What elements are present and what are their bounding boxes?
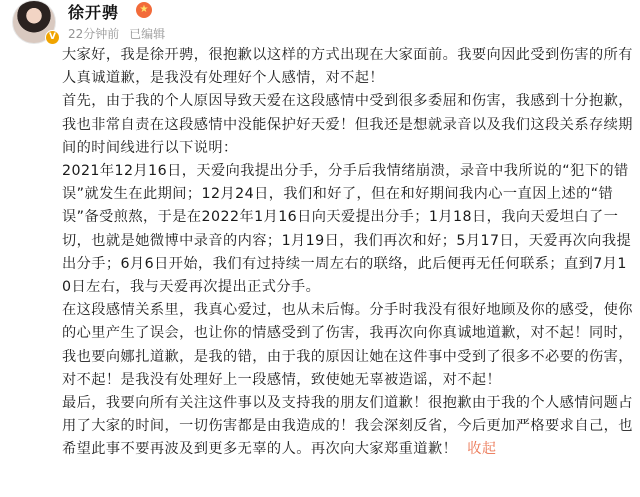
post-paragraph: 大家好，我是徐开骋，很抱歉以这样的方式出现在大家面前。我要向因此受到伤害的所有人真诚道歉，是我没有处理好个人感情，对不起！ xyxy=(62,47,633,87)
post-paragraph-text: 最后，我要向所有关注这件事以及支持我的朋友们道歉！很抱歉由于我的个人感情问题占用了大家的时间，一切伤害都是由我造成的！我会深刻反省，今后更加严格要求自己，也希望此事不要再波及到更多无辜的人。再次向大家郑重道歉！ xyxy=(62,395,633,458)
verified-badge-icon: V xyxy=(45,30,60,45)
edited-label[interactable]: 已编辑 xyxy=(129,27,166,41)
post-time[interactable]: 22分钟前 xyxy=(68,27,120,41)
post-header xyxy=(10,0,630,44)
post-paragraph: 在这段感情关系里，我真心爱过，也从未后悔。分手时我没有很好地顾及你的感受，使你的心里产生了误会，也让你的情感受到了伤害，我再次向你真诚地道歉，对不起！同时，我也要向娜扎道歉，是我的错，由于我的原因让她在这件事中受到了很多不必要的伤害，对不起！是我没有处理好上一段感情，致使她无辜被造谣，对不起！ xyxy=(62,302,633,388)
vip-badge-icon: ★ xyxy=(136,2,152,18)
post-meta xyxy=(68,25,171,42)
author-name[interactable]: 徐开骋 xyxy=(68,3,120,22)
post-paragraph: 首先，由于我的个人原因导致天爱在这段感情中受到很多委屈和伤害，我感到十分抱歉，我也非常自责在这段感情中没能保护好天爱！但我还是想就录音以及我们这段关系存续期间的时间线进行以下说明： xyxy=(62,93,633,156)
post-paragraph-last xyxy=(62,392,634,462)
post-content xyxy=(62,44,634,462)
post-paragraph: 2021年12月16日，天爱向我提出分手，分手后我情绪崩溃，录音中我所说的“犯下的错误”就发生在此期间；12月24日，我们和好了，但在和好期间我内心一直因上述的“错误”备受煎熬，于是在2022年1月16日向天爱提出分手；1月18日，我向天爱坦白了一切，也就是她微博中录音的内容；1月19日，我们再次和好；5月17日，天爱再次向我提出分手；6月6日开始，我们有过持续一周左右的联络，此后便再无任何联系；直到7月10日左右，我与天爱再次提出正式分手。 xyxy=(62,163,632,296)
collapse-link[interactable]: 收起 xyxy=(467,441,497,458)
